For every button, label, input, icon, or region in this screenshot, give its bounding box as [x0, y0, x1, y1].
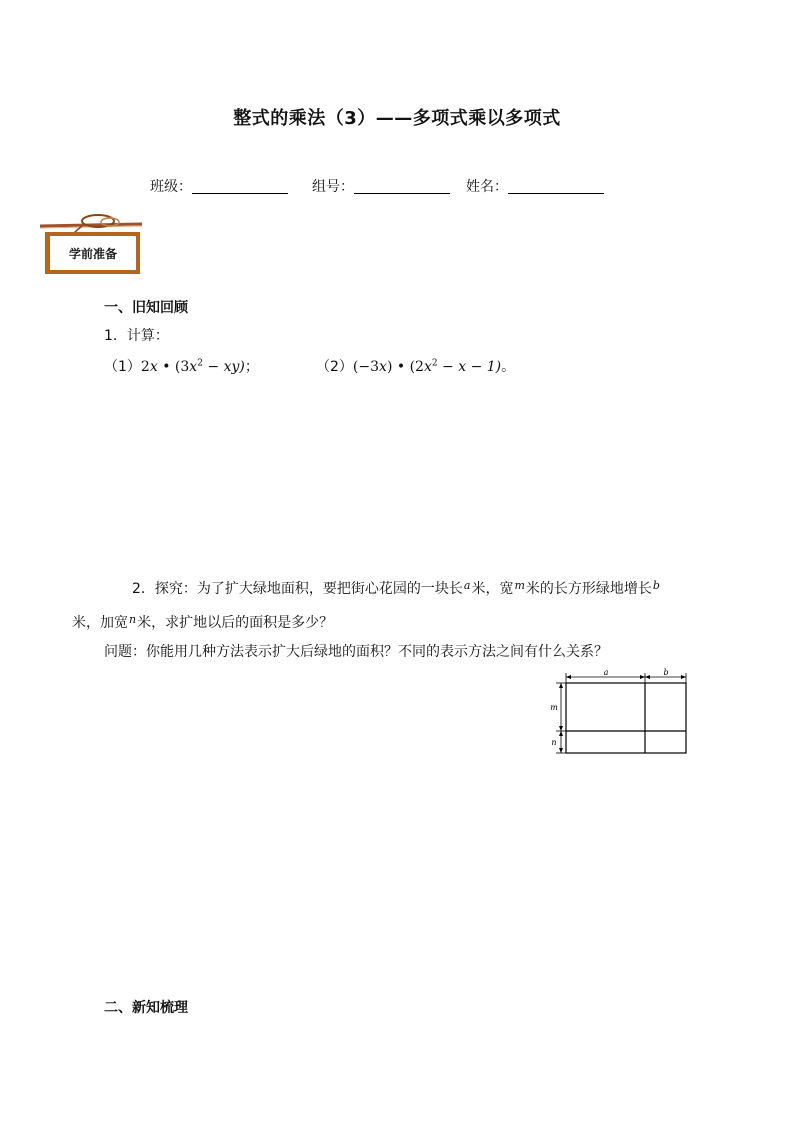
section-badge: [38, 212, 144, 276]
q2-text-5: 米，求扩地以后的面积是多少？: [137, 615, 334, 631]
p1-open: (3: [174, 359, 190, 375]
q1-label: 1．计算：: [104, 328, 169, 344]
group-label: 组号：: [312, 179, 354, 195]
class-label: 班级：: [150, 179, 192, 195]
problem-1: [104, 356, 259, 376]
section2-heading: 二、新知梳理: [104, 1000, 188, 1016]
area-diagram: [546, 668, 694, 758]
p2-dot: •: [392, 359, 410, 375]
section1-heading: 一、旧知回顾: [104, 300, 188, 316]
label-m: m: [550, 703, 558, 712]
var-b: b: [652, 579, 660, 592]
p2-var: x: [379, 359, 387, 375]
p2-end: 。: [501, 359, 516, 375]
p2-f1: (−3: [352, 359, 380, 375]
p2-f1-end: ): [386, 359, 393, 375]
p1-exponent: 2: [197, 358, 203, 369]
problem-2: [316, 356, 515, 376]
p2-var2: x: [423, 359, 432, 375]
p1-rest: − xy): [202, 359, 245, 375]
name-field: [466, 176, 604, 196]
p2-exponent: 2: [431, 358, 438, 369]
q2-line1: [132, 578, 661, 598]
name-blank[interactable]: [508, 179, 604, 194]
problem-2-number: （2）: [316, 359, 353, 375]
class-blank[interactable]: [192, 179, 288, 194]
diagram-outer-rect: [566, 683, 686, 753]
label-a: a: [603, 668, 609, 677]
q2-text-2: 米，宽: [471, 581, 514, 597]
label-n: n: [551, 738, 557, 747]
page-title: 整式的乘法（3）——多项式乘以多项式: [233, 108, 561, 129]
name-label: 姓名：: [466, 179, 508, 195]
problem-1-number: （1）: [104, 359, 141, 375]
group-blank[interactable]: [354, 179, 450, 194]
q2-line2: [72, 612, 333, 632]
p1-end: ；: [244, 359, 259, 375]
p1-coef: 2: [140, 359, 150, 375]
badge-label: 学前准备: [68, 246, 117, 261]
label-b: b: [663, 668, 669, 677]
q2-text-4: 米，加宽: [72, 615, 128, 631]
class-field: [150, 176, 288, 196]
group-field: [312, 176, 450, 196]
p1-var: x: [149, 359, 158, 375]
q2-text-3: 米的长方形绿地增长: [525, 581, 652, 597]
p2-rest: − x − 1): [437, 359, 502, 375]
var-m: m: [514, 579, 525, 592]
question-text: 问题：你能用几种方法表示扩大后绿地的面积？不同的表示方法之间有什么关系？: [104, 644, 608, 660]
var-n: n: [129, 613, 137, 626]
p1-var2: x: [189, 359, 198, 375]
q2-text-1: 2．探究：为了扩大绿地面积，要把街心花园的一块长: [132, 581, 463, 597]
var-a: a: [463, 579, 471, 592]
p1-dot: •: [157, 359, 175, 375]
p2-open: (2: [409, 359, 424, 375]
